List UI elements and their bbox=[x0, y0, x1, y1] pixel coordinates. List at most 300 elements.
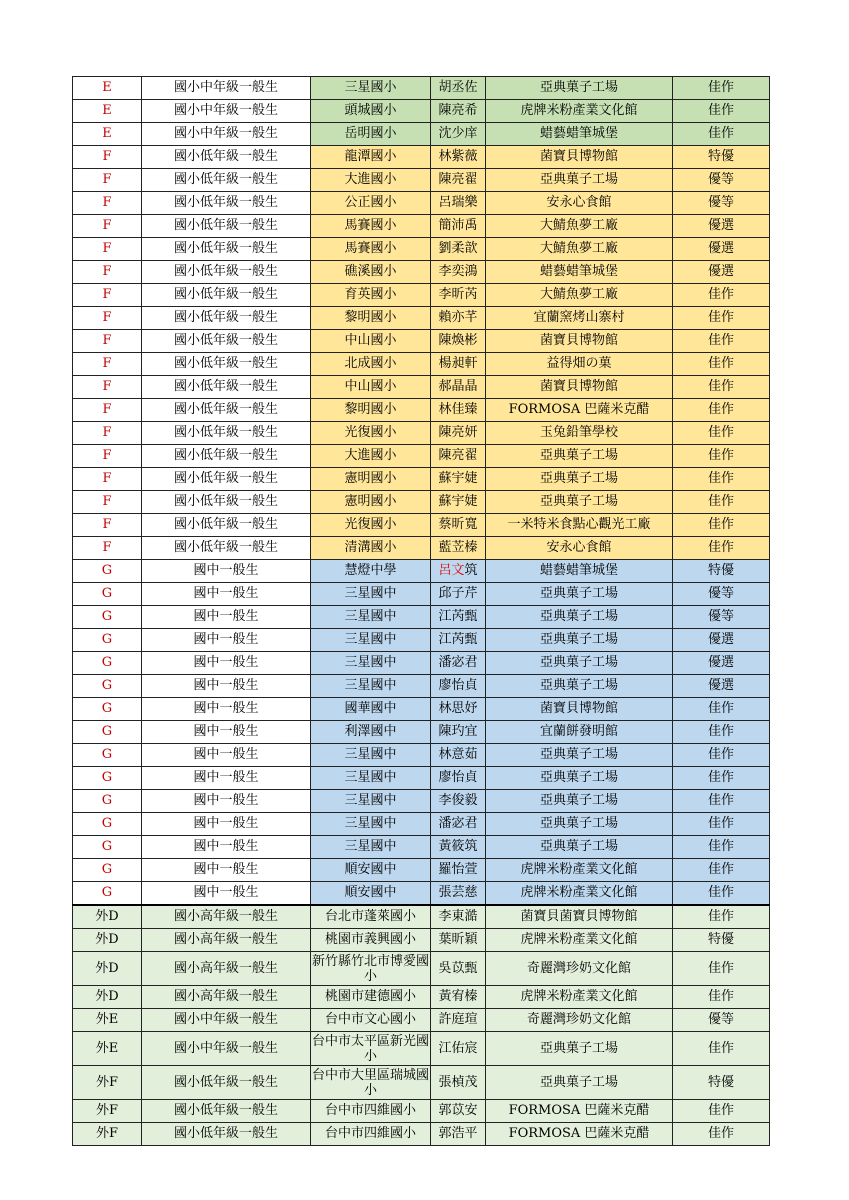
cell-code: 外D bbox=[73, 905, 142, 929]
cell-school: 龍潭國小 bbox=[311, 146, 431, 169]
table-row bbox=[73, 583, 770, 606]
cell-level: 國中一般生 bbox=[142, 744, 311, 767]
cell-award: 佳作 bbox=[673, 123, 770, 146]
cell-award: 佳作 bbox=[673, 537, 770, 560]
cell-school: 公正國小 bbox=[311, 192, 431, 215]
cell-name: 郝晶晶 bbox=[431, 376, 486, 399]
cell-level: 國小中年級一般生 bbox=[142, 123, 311, 146]
cell-award: 佳作 bbox=[673, 986, 770, 1009]
cell-award: 優等 bbox=[673, 192, 770, 215]
cell-code: 外F bbox=[73, 1100, 142, 1123]
cell-name bbox=[431, 560, 486, 583]
table-row bbox=[73, 284, 770, 307]
cell-code: G bbox=[73, 767, 142, 790]
name-highlight-part: 呂文 bbox=[438, 563, 465, 578]
cell-venue: 亞典菓子工場 bbox=[486, 813, 673, 836]
table-row bbox=[73, 376, 770, 399]
table-row bbox=[73, 1100, 770, 1123]
cell-name: 陳煥彬 bbox=[431, 330, 486, 353]
cell-code: 外F bbox=[73, 1123, 142, 1146]
cell-award: 優選 bbox=[673, 215, 770, 238]
cell-name: 李昕芮 bbox=[431, 284, 486, 307]
cell-school: 台中市文心國小 bbox=[311, 1009, 431, 1032]
cell-level: 國小低年級一般生 bbox=[142, 537, 311, 560]
cell-venue: 亞典菓子工場 bbox=[486, 169, 673, 192]
cell-code: 外E bbox=[73, 1009, 142, 1032]
cell-code: F bbox=[73, 399, 142, 422]
cell-level: 國小低年級一般生 bbox=[142, 330, 311, 353]
cell-school: 桃園市義興國小 bbox=[311, 929, 431, 952]
cell-venue: 奇麗灣珍奶文化館 bbox=[486, 1009, 673, 1032]
cell-school: 利澤國中 bbox=[311, 721, 431, 744]
cell-code: F bbox=[73, 284, 142, 307]
cell-school: 台中市大里區瑞城國小 bbox=[311, 1067, 429, 1098]
cell-award: 佳作 bbox=[673, 721, 770, 744]
cell-award: 佳作 bbox=[673, 1032, 770, 1066]
cell-name: 蘇宇婕 bbox=[431, 491, 486, 514]
cell-school: 憲明國小 bbox=[311, 491, 431, 514]
cell-level: 國中一般生 bbox=[142, 767, 311, 790]
cell-venue: 大鯖魚夢工廠 bbox=[486, 284, 673, 307]
awards-table bbox=[72, 76, 770, 1146]
cell-school: 三星國中 bbox=[311, 675, 431, 698]
cell-school: 三星國中 bbox=[311, 629, 431, 652]
table-row bbox=[73, 169, 770, 192]
cell-code: F bbox=[73, 215, 142, 238]
cell-award: 佳作 bbox=[673, 744, 770, 767]
cell-name: 林意茹 bbox=[431, 744, 486, 767]
table-row bbox=[73, 929, 770, 952]
cell-level: 國小中年級一般生 bbox=[142, 1032, 311, 1066]
cell-level: 國小低年級一般生 bbox=[142, 468, 311, 491]
cell-code: F bbox=[73, 307, 142, 330]
cell-name: 羅怡萱 bbox=[431, 859, 486, 882]
cell-school: 憲明國小 bbox=[311, 468, 431, 491]
cell-school: 三星國中 bbox=[311, 790, 431, 813]
cell-award: 佳作 bbox=[673, 767, 770, 790]
cell-code: G bbox=[73, 675, 142, 698]
cell-award: 佳作 bbox=[673, 1123, 770, 1146]
cell-name: 陳亮妍 bbox=[431, 422, 486, 445]
table-row bbox=[73, 353, 770, 376]
cell-code: 外E bbox=[73, 1032, 142, 1066]
cell-award: 佳作 bbox=[673, 376, 770, 399]
cell-name: 許庭瑄 bbox=[431, 1009, 486, 1032]
cell-name: 郭苡安 bbox=[431, 1100, 486, 1123]
cell-level: 國中一般生 bbox=[142, 606, 311, 629]
cell-name: 蔡昕寬 bbox=[431, 514, 486, 537]
cell-level: 國小高年級一般生 bbox=[142, 986, 311, 1009]
cell-level: 國小高年級一般生 bbox=[142, 929, 311, 952]
cell-venue: 虎牌米粉產業文化館 bbox=[486, 100, 673, 123]
cell-level: 國小低年級一般生 bbox=[142, 215, 311, 238]
cell-level: 國中一般生 bbox=[142, 675, 311, 698]
cell-school: 三星國中 bbox=[311, 744, 431, 767]
cell-code: F bbox=[73, 353, 142, 376]
cell-school: 黎明國小 bbox=[311, 307, 431, 330]
cell-award: 特優 bbox=[673, 146, 770, 169]
cell-name: 吳苡甄 bbox=[431, 952, 486, 986]
table-row bbox=[73, 721, 770, 744]
table-row bbox=[73, 330, 770, 353]
cell-name: 陳玓宜 bbox=[431, 721, 486, 744]
cell-code: F bbox=[73, 261, 142, 284]
cell-award: 佳作 bbox=[673, 399, 770, 422]
cell-code: F bbox=[73, 491, 142, 514]
cell-code: G bbox=[73, 560, 142, 583]
table-row bbox=[73, 514, 770, 537]
cell-venue: 菌寶貝博物館 bbox=[486, 330, 673, 353]
cell-venue: 大鯖魚夢工廠 bbox=[486, 215, 673, 238]
cell-school: 三星國中 bbox=[311, 836, 431, 859]
table-row bbox=[73, 629, 770, 652]
cell-name: 葉昕穎 bbox=[431, 929, 486, 952]
cell-code: G bbox=[73, 882, 142, 906]
cell-award: 佳作 bbox=[673, 284, 770, 307]
cell-school: 順安國中 bbox=[311, 859, 431, 882]
cell-award: 佳作 bbox=[673, 882, 770, 906]
cell-venue: 安永心食館 bbox=[486, 537, 673, 560]
cell-school: 台中市四維國小 bbox=[311, 1123, 431, 1146]
cell-code: 外D bbox=[73, 929, 142, 952]
cell-level: 國小低年級一般生 bbox=[142, 445, 311, 468]
cell-venue: 亞典菓子工場 bbox=[486, 491, 673, 514]
table-row bbox=[73, 836, 770, 859]
cell-level: 國中一般生 bbox=[142, 836, 311, 859]
cell-venue: 奇麗灣珍奶文化館 bbox=[486, 952, 673, 986]
cell-code: F bbox=[73, 146, 142, 169]
cell-award: 優選 bbox=[673, 261, 770, 284]
cell-venue: 亞典菓子工場 bbox=[486, 836, 673, 859]
cell-name: 李奕鴻 bbox=[431, 261, 486, 284]
cell-code: F bbox=[73, 514, 142, 537]
cell-award: 佳作 bbox=[673, 422, 770, 445]
cell-level: 國中一般生 bbox=[142, 813, 311, 836]
cell-school: 岳明國小 bbox=[311, 123, 431, 146]
cell-award: 佳作 bbox=[673, 790, 770, 813]
table-row bbox=[73, 952, 770, 986]
table-row bbox=[73, 215, 770, 238]
cell-award: 佳作 bbox=[673, 698, 770, 721]
table-row bbox=[73, 652, 770, 675]
cell-level: 國小高年級一般生 bbox=[142, 905, 311, 929]
cell-name: 潘宓君 bbox=[431, 652, 486, 675]
table-row bbox=[73, 192, 770, 215]
cell-award: 佳作 bbox=[673, 330, 770, 353]
cell-venue: 宜蘭窯烤山寨村 bbox=[486, 307, 673, 330]
cell-code: F bbox=[73, 238, 142, 261]
cell-level: 國小低年級一般生 bbox=[142, 192, 311, 215]
cell-level: 國小低年級一般生 bbox=[142, 238, 311, 261]
cell-school: 國華國中 bbox=[311, 698, 431, 721]
table-row bbox=[73, 445, 770, 468]
cell-school: 三星國小 bbox=[311, 77, 431, 100]
cell-venue: 亞典菓子工場 bbox=[486, 468, 673, 491]
cell-name: 簡沛禹 bbox=[431, 215, 486, 238]
cell-award: 佳作 bbox=[673, 514, 770, 537]
cell-award: 佳作 bbox=[673, 1100, 770, 1123]
cell-award: 優選 bbox=[673, 238, 770, 261]
cell-school: 馬賽國小 bbox=[311, 215, 431, 238]
cell-level: 國小低年級一般生 bbox=[142, 169, 311, 192]
cell-code: F bbox=[73, 537, 142, 560]
table-row bbox=[73, 790, 770, 813]
table-row bbox=[73, 537, 770, 560]
cell-venue: 玉兔鉛筆學校 bbox=[486, 422, 673, 445]
cell-level: 國小低年級一般生 bbox=[142, 146, 311, 169]
cell-school: 三星國中 bbox=[311, 606, 431, 629]
cell-level: 國小低年級一般生 bbox=[142, 491, 311, 514]
table-row bbox=[73, 813, 770, 836]
cell-name: 呂瑞樂 bbox=[431, 192, 486, 215]
cell-level: 國中一般生 bbox=[142, 721, 311, 744]
table-row bbox=[73, 77, 770, 100]
cell-code: G bbox=[73, 583, 142, 606]
cell-level: 國小中年級一般生 bbox=[142, 1009, 311, 1032]
table-row bbox=[73, 859, 770, 882]
cell-name: 陳亮希 bbox=[431, 100, 486, 123]
cell-award: 優等 bbox=[673, 1009, 770, 1032]
cell-award: 優選 bbox=[673, 675, 770, 698]
cell-name: 賴亦芊 bbox=[431, 307, 486, 330]
cell-venue: 亞典菓子工場 bbox=[486, 629, 673, 652]
cell-award: 佳作 bbox=[673, 905, 770, 929]
table-row bbox=[73, 468, 770, 491]
cell-school: 清溝國小 bbox=[311, 537, 431, 560]
cell-name: 藍苙榛 bbox=[431, 537, 486, 560]
cell-level: 國小低年級一般生 bbox=[142, 422, 311, 445]
cell-code: 外D bbox=[73, 952, 142, 986]
cell-code: G bbox=[73, 744, 142, 767]
cell-award: 佳作 bbox=[673, 77, 770, 100]
cell-code: G bbox=[73, 606, 142, 629]
cell-name: 劉柔歆 bbox=[431, 238, 486, 261]
cell-school: 大進國小 bbox=[311, 169, 431, 192]
table-row bbox=[73, 767, 770, 790]
cell-award: 佳作 bbox=[673, 859, 770, 882]
cell-code: G bbox=[73, 813, 142, 836]
cell-award: 優等 bbox=[673, 606, 770, 629]
name-rest-part: 筑 bbox=[464, 563, 478, 578]
cell-code: F bbox=[73, 468, 142, 491]
awards-table-body bbox=[73, 77, 770, 1146]
cell-level: 國小中年級一般生 bbox=[142, 100, 311, 123]
cell-school: 三星國中 bbox=[311, 652, 431, 675]
cell-venue: 蜡藝蜡筆城堡 bbox=[486, 123, 673, 146]
cell-level: 國小低年級一般生 bbox=[142, 376, 311, 399]
table-row bbox=[73, 744, 770, 767]
cell-venue: 亞典菓子工場 bbox=[486, 445, 673, 468]
cell-code: F bbox=[73, 169, 142, 192]
cell-level: 國小低年級一般生 bbox=[142, 399, 311, 422]
cell-venue: FORMOSA 巴薩米克醋 bbox=[486, 1123, 673, 1146]
cell-venue: 亞典菓子工場 bbox=[486, 1066, 673, 1100]
cell-name: 林紫薇 bbox=[431, 146, 486, 169]
cell-name: 廖怡貞 bbox=[431, 767, 486, 790]
cell-level: 國小低年級一般生 bbox=[142, 1123, 311, 1146]
cell-code: G bbox=[73, 836, 142, 859]
cell-school: 馬賽國小 bbox=[311, 238, 431, 261]
cell-school: 桃園市建德國小 bbox=[311, 986, 431, 1009]
cell-award: 優選 bbox=[673, 652, 770, 675]
cell-name: 郭浩平 bbox=[431, 1123, 486, 1146]
cell-venue: 亞典菓子工場 bbox=[486, 77, 673, 100]
cell-school: 三星國中 bbox=[311, 767, 431, 790]
table-row bbox=[73, 1032, 770, 1066]
cell-school: 台北市蓬萊國小 bbox=[311, 905, 431, 929]
cell-school: 新竹縣竹北市博愛國小 bbox=[311, 953, 429, 984]
cell-name: 李俊毅 bbox=[431, 790, 486, 813]
cell-name: 蘇宇婕 bbox=[431, 468, 486, 491]
table-row bbox=[73, 675, 770, 698]
cell-name: 黃筱筑 bbox=[431, 836, 486, 859]
table-row bbox=[73, 123, 770, 146]
cell-school: 順安國中 bbox=[311, 882, 431, 906]
cell-level: 國中一般生 bbox=[142, 560, 311, 583]
table-row bbox=[73, 261, 770, 284]
cell-venue: 菌寶貝博物館 bbox=[486, 698, 673, 721]
cell-code: G bbox=[73, 652, 142, 675]
cell-venue: 虎牌米粉產業文化館 bbox=[486, 986, 673, 1009]
cell-venue: 宜蘭餅發明館 bbox=[486, 721, 673, 744]
cell-venue: 虎牌米粉產業文化館 bbox=[486, 859, 673, 882]
cell-venue: 亞典菓子工場 bbox=[486, 790, 673, 813]
cell-venue: 亞典菓子工場 bbox=[486, 767, 673, 790]
cell-level: 國中一般生 bbox=[142, 859, 311, 882]
cell-name: 李東澔 bbox=[431, 905, 486, 929]
cell-level: 國小低年級一般生 bbox=[142, 1100, 311, 1123]
cell-venue: 菌寶貝菌寶貝博物館 bbox=[486, 905, 673, 929]
cell-level: 國中一般生 bbox=[142, 583, 311, 606]
cell-level: 國中一般生 bbox=[142, 629, 311, 652]
cell-level: 國小低年級一般生 bbox=[142, 353, 311, 376]
cell-code: G bbox=[73, 790, 142, 813]
cell-school: 光復國小 bbox=[311, 514, 431, 537]
table-row bbox=[73, 882, 770, 906]
cell-school: 中山國小 bbox=[311, 376, 431, 399]
cell-name: 沈少庠 bbox=[431, 123, 486, 146]
cell-school: 光復國小 bbox=[311, 422, 431, 445]
cell-name: 楊昶軒 bbox=[431, 353, 486, 376]
cell-level: 國中一般生 bbox=[142, 652, 311, 675]
cell-award: 特優 bbox=[673, 560, 770, 583]
cell-school: 三星國中 bbox=[311, 583, 431, 606]
table-row bbox=[73, 146, 770, 169]
cell-name: 江芮甄 bbox=[431, 629, 486, 652]
cell-school: 台中市太平區新光國小 bbox=[311, 1033, 429, 1064]
cell-award: 佳作 bbox=[673, 952, 770, 986]
cell-award: 佳作 bbox=[673, 836, 770, 859]
cell-name: 潘宓君 bbox=[431, 813, 486, 836]
cell-venue: 亞典菓子工場 bbox=[486, 744, 673, 767]
table-row bbox=[73, 986, 770, 1009]
cell-level: 國小低年級一般生 bbox=[142, 261, 311, 284]
cell-venue: 大鯖魚夢工廠 bbox=[486, 238, 673, 261]
cell-code: F bbox=[73, 422, 142, 445]
cell-school: 三星國中 bbox=[311, 813, 431, 836]
cell-code: G bbox=[73, 698, 142, 721]
cell-name: 黃宥榛 bbox=[431, 986, 486, 1009]
cell-code: G bbox=[73, 721, 142, 744]
cell-level: 國小低年級一般生 bbox=[142, 307, 311, 330]
cell-code: E bbox=[73, 123, 142, 146]
cell-school: 黎明國小 bbox=[311, 399, 431, 422]
cell-level: 國小低年級一般生 bbox=[142, 1066, 311, 1100]
table-row bbox=[73, 238, 770, 261]
cell-award: 優等 bbox=[673, 583, 770, 606]
cell-venue: 蜡藝蜡筆城堡 bbox=[486, 560, 673, 583]
cell-code: F bbox=[73, 192, 142, 215]
cell-venue: 亞典菓子工場 bbox=[486, 606, 673, 629]
cell-venue: 亞典菓子工場 bbox=[486, 652, 673, 675]
cell-award: 佳作 bbox=[673, 468, 770, 491]
cell-code: F bbox=[73, 330, 142, 353]
cell-name: 胡丞佐 bbox=[431, 77, 486, 100]
cell-venue: FORMOSA 巴薩米克醋 bbox=[486, 1100, 673, 1123]
cell-code: G bbox=[73, 629, 142, 652]
cell-school: 頭城國小 bbox=[311, 100, 431, 123]
cell-award: 優選 bbox=[673, 629, 770, 652]
cell-award: 佳作 bbox=[673, 813, 770, 836]
cell-name: 江佑宸 bbox=[431, 1032, 486, 1066]
cell-name: 陳亮翟 bbox=[431, 169, 486, 192]
cell-venue: 亞典菓子工場 bbox=[486, 1032, 673, 1066]
cell-venue: 安永心食館 bbox=[486, 192, 673, 215]
cell-venue: 虎牌米粉產業文化館 bbox=[486, 882, 673, 906]
table-row bbox=[73, 1123, 770, 1146]
table-row bbox=[73, 698, 770, 721]
cell-code: 外D bbox=[73, 986, 142, 1009]
table-row bbox=[73, 606, 770, 629]
cell-award: 佳作 bbox=[673, 100, 770, 123]
cell-name: 林思妤 bbox=[431, 698, 486, 721]
cell-code: F bbox=[73, 445, 142, 468]
cell-level: 國小高年級一般生 bbox=[142, 952, 311, 986]
cell-venue: 亞典菓子工場 bbox=[486, 583, 673, 606]
cell-award: 特優 bbox=[673, 929, 770, 952]
table-row bbox=[73, 905, 770, 929]
cell-venue: 一米特米食點心觀光工廠 bbox=[486, 514, 673, 537]
cell-school: 礁溪國小 bbox=[311, 261, 431, 284]
table-row bbox=[73, 1066, 770, 1100]
cell-level: 國中一般生 bbox=[142, 882, 311, 906]
table-row bbox=[73, 399, 770, 422]
cell-school: 慧燈中學 bbox=[311, 560, 431, 583]
cell-venue: 菌寶貝博物館 bbox=[486, 146, 673, 169]
cell-award: 優等 bbox=[673, 169, 770, 192]
cell-code: E bbox=[73, 100, 142, 123]
table-row bbox=[73, 1009, 770, 1032]
cell-level: 國小低年級一般生 bbox=[142, 284, 311, 307]
cell-venue: FORMOSA 巴薩米克醋 bbox=[486, 399, 673, 422]
cell-level: 國小中年級一般生 bbox=[142, 77, 311, 100]
cell-name: 江芮甄 bbox=[431, 606, 486, 629]
cell-award: 特優 bbox=[673, 1066, 770, 1100]
cell-venue: 亞典菓子工場 bbox=[486, 675, 673, 698]
cell-code: 外F bbox=[73, 1066, 142, 1100]
cell-name: 張楨茂 bbox=[431, 1066, 486, 1100]
table-row bbox=[73, 491, 770, 514]
cell-name: 廖怡貞 bbox=[431, 675, 486, 698]
cell-level: 國中一般生 bbox=[142, 790, 311, 813]
cell-award: 佳作 bbox=[673, 353, 770, 376]
table-row bbox=[73, 307, 770, 330]
cell-venue: 菌寶貝博物館 bbox=[486, 376, 673, 399]
cell-school: 台中市四維國小 bbox=[311, 1100, 431, 1123]
cell-name: 陳亮翟 bbox=[431, 445, 486, 468]
cell-name: 張芸慈 bbox=[431, 882, 486, 906]
cell-code: F bbox=[73, 376, 142, 399]
